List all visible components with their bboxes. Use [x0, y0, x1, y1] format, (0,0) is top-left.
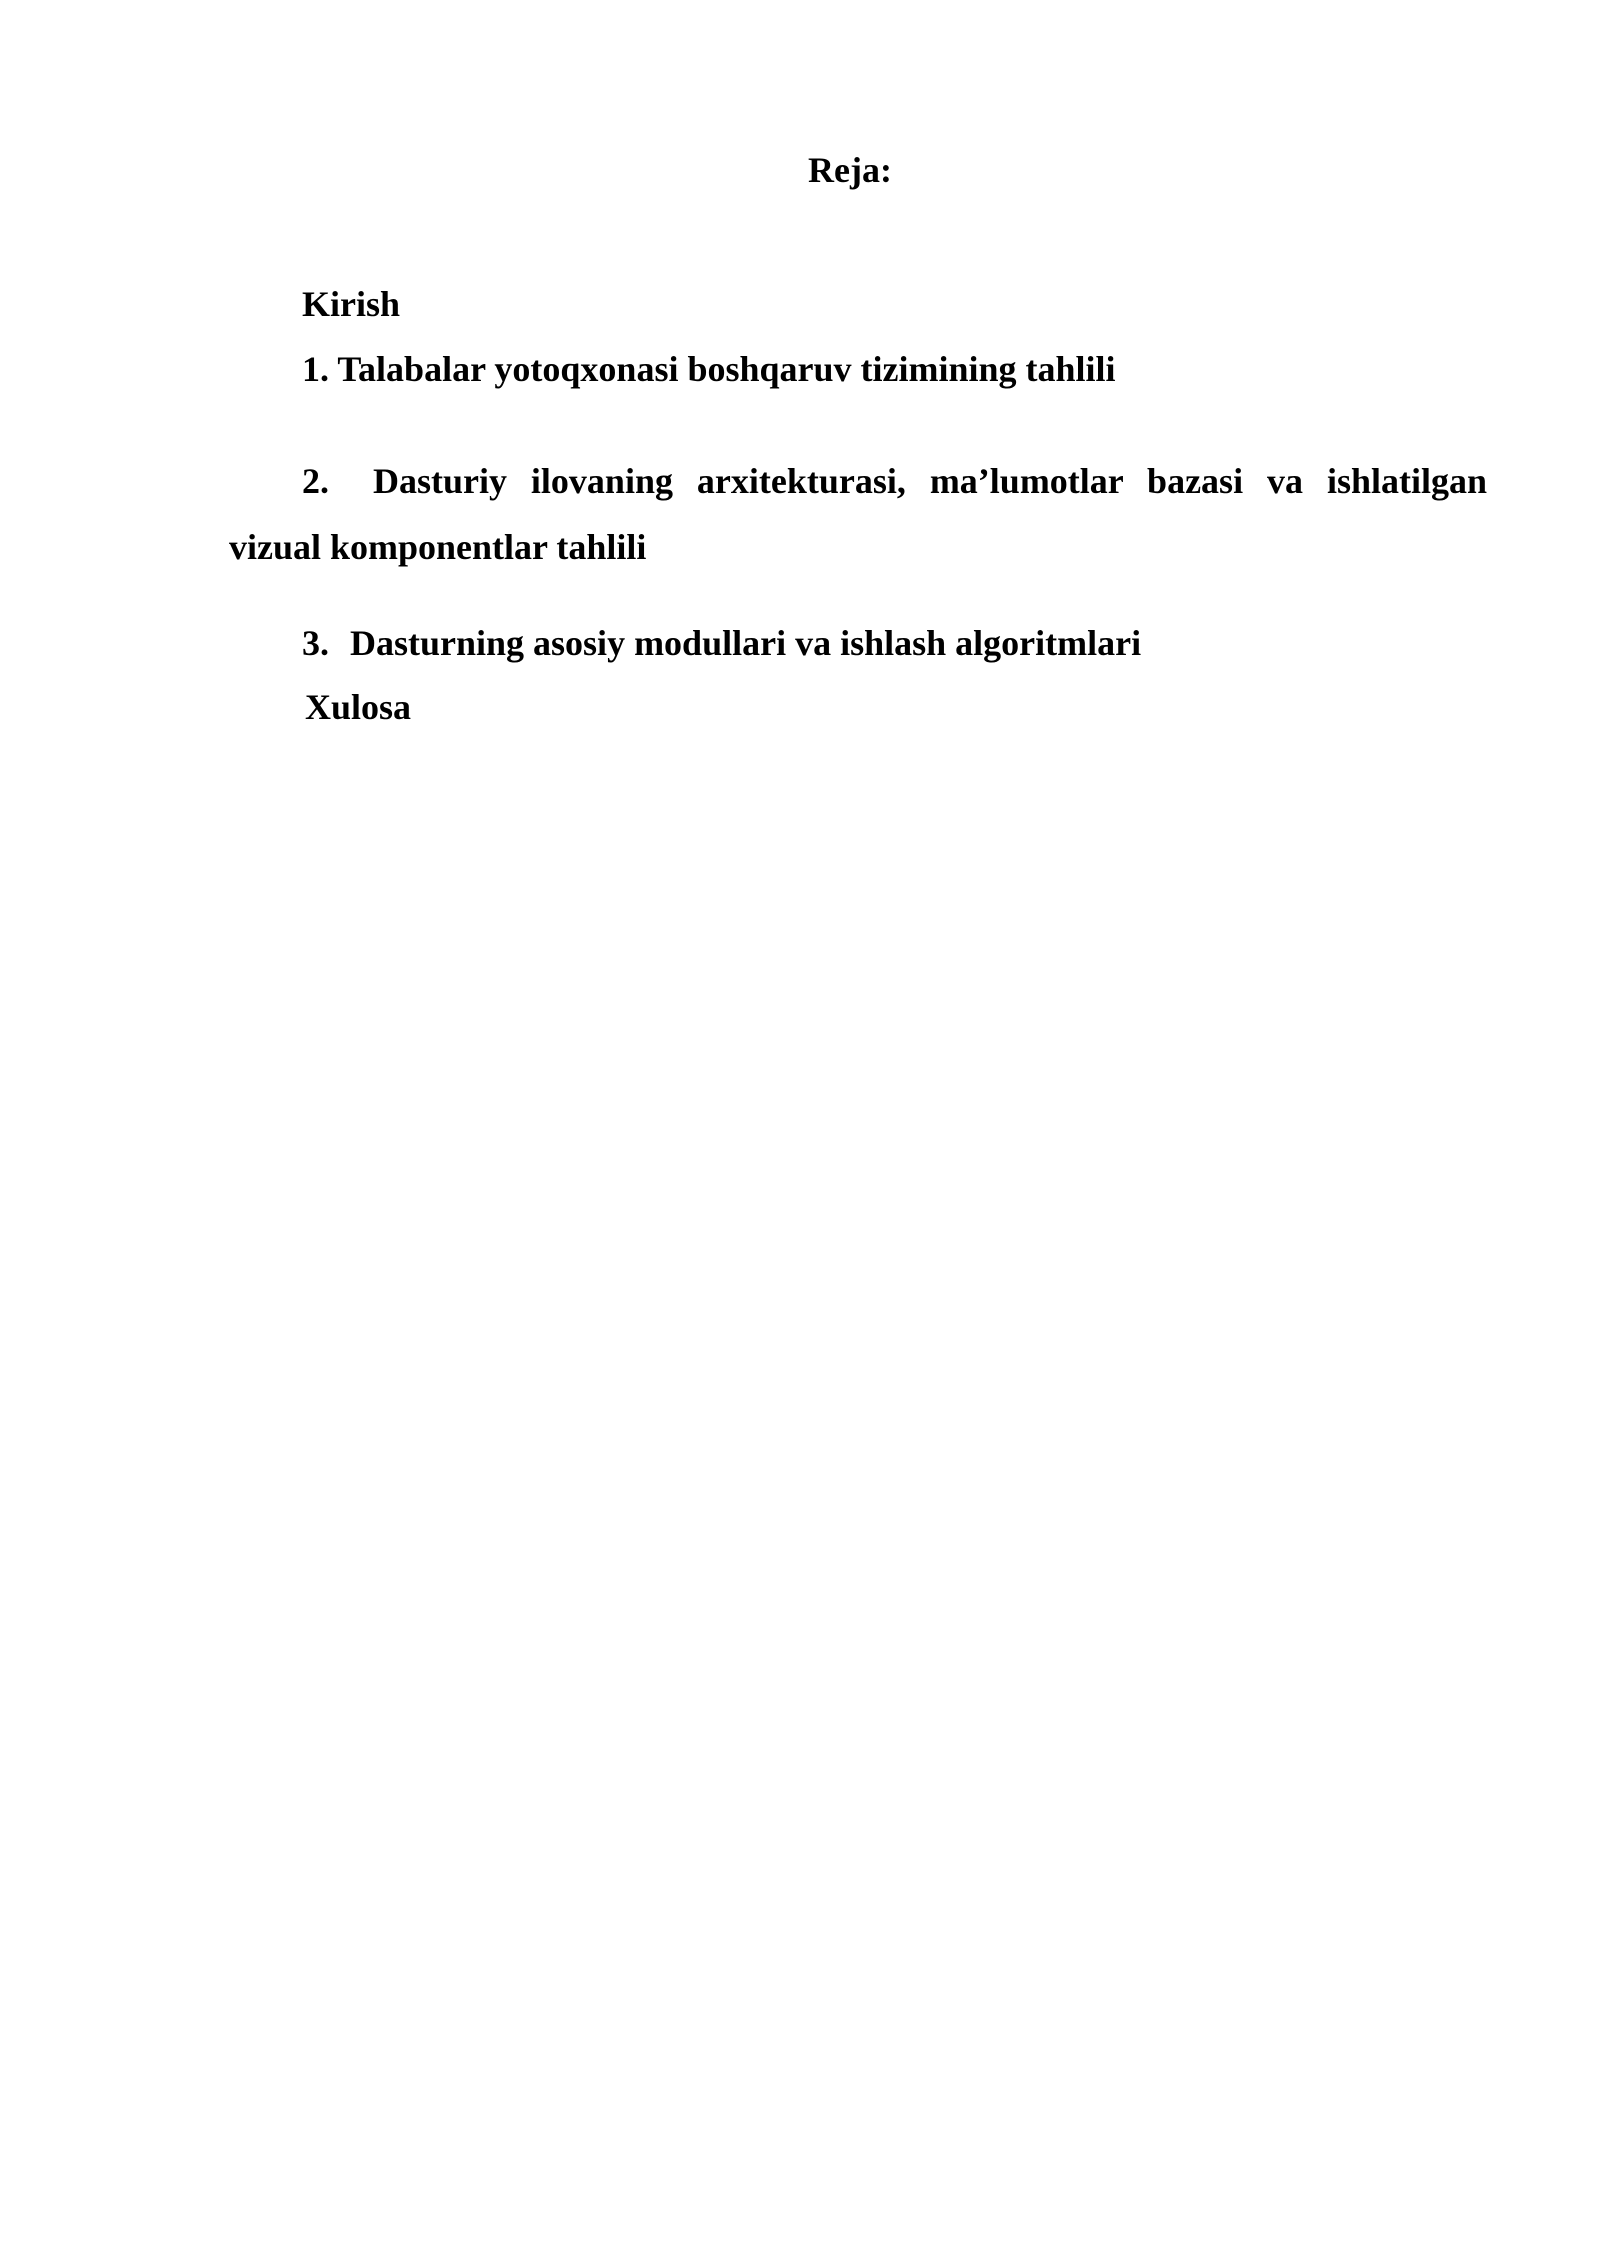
- plan-item-2: [229, 448, 1487, 580]
- plan-item-3-text: Dasturning asosiy modullari va ishlash algoritmlari: [350, 623, 1142, 663]
- plan-item-1: 1. Talabalar yotoqxonasi boshqaruv tizimining tahlili: [302, 349, 1116, 389]
- page-title: Reja:: [808, 150, 892, 190]
- plan-item-conclusion: Xulosa: [305, 687, 412, 727]
- plan-item-3: [302, 621, 1141, 665]
- plan-item-3-number: 3.: [302, 623, 329, 663]
- plan-item-2-number: 2.: [302, 461, 329, 501]
- plan-item-introduction: Kirish: [302, 284, 401, 324]
- plan-item-2-text: Dasturiy ilovaning arxitekturasi, ma’lumotlar bazasi va ishlatilgan vizual komponentlar tahlili: [229, 461, 1487, 567]
